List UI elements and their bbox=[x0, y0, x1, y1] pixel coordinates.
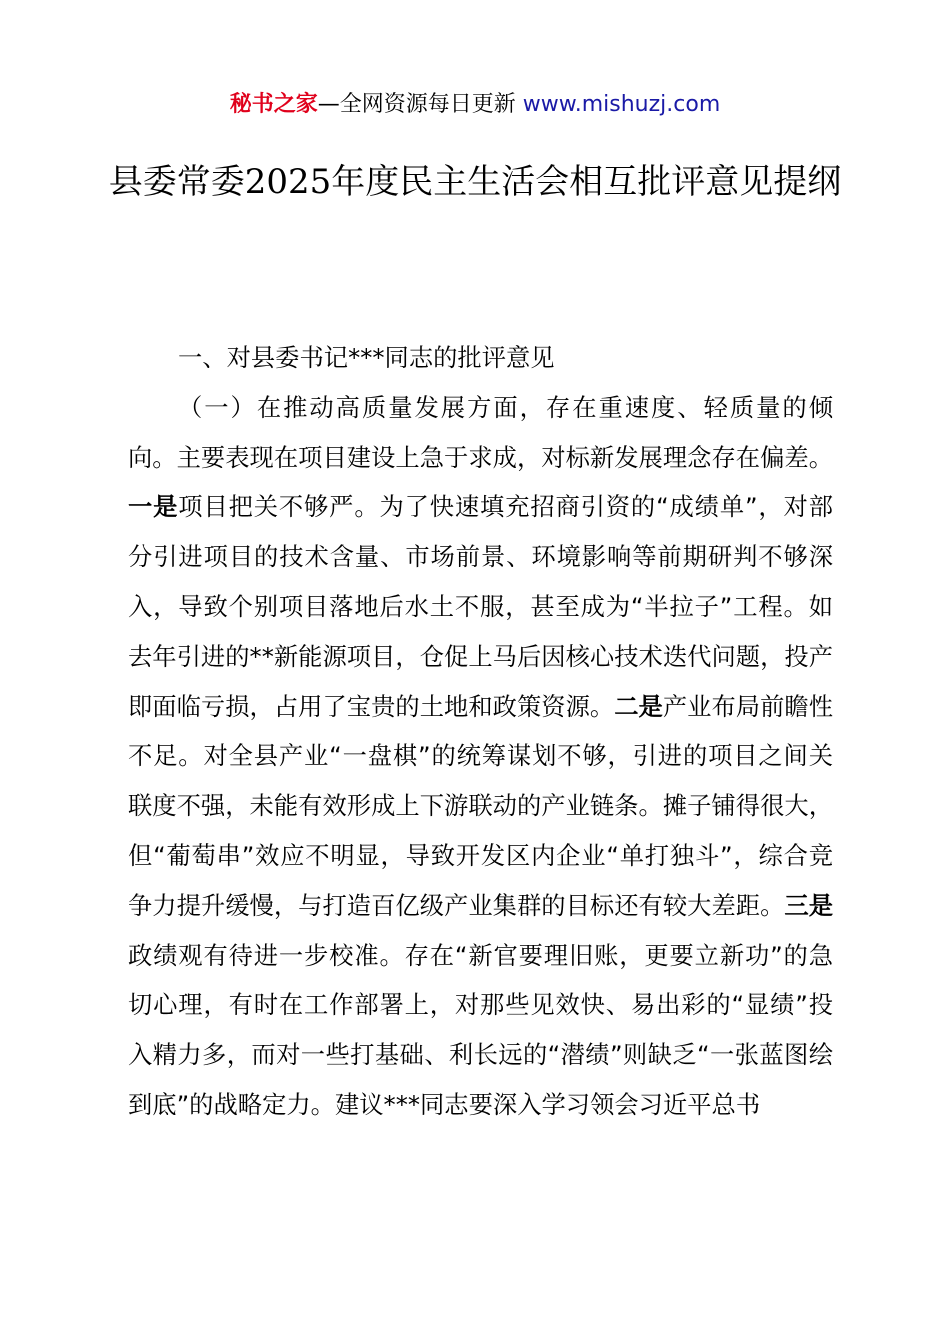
site-tagline: —全网资源每日更新 bbox=[317, 92, 523, 117]
section-heading: 一、对县委书记***同志的批评意见 bbox=[178, 343, 555, 372]
site-header bbox=[0, 88, 950, 122]
point-label-3: 三是 bbox=[784, 890, 833, 920]
paragraph-text-2: 项目把关不够严。为了快速填充招商引资的“成绩单”，对部分引进项目的技术含量、市场前景、环境影响等前期研判不够深入，导致个别项目落地后水土不服，甚至成为“半拉子”工程。如去年引进的**新能源项目，仓促上马后因核心技术迭代问题，投产即面临亏损，占用了宝贵的土地和政策资源。 bbox=[128, 492, 833, 721]
paragraph-text-3: 产业布局前瞻性不足。对全县产业“一盘棋”的统筹谋划不够，引进的项目之间关联度不强，未能有效形成上下游联动的产业链条。摊子铺得很大，但“葡萄串”效应不明显，导致开发区内企业“单打独斗”，综合竞争力提升缓慢，与打造百亿级产业集群的目标还有较大差距。 bbox=[128, 691, 834, 920]
point-label-1: 一是 bbox=[128, 492, 179, 522]
paragraph-text-4: 政绩观有待进一步校准。存在“新官要理旧账，更要立新功”的急切心理，有时在工作部署上，对那些见效快、易出彩的“显绩”投入精力多，而对一些打基础、利长远的“潜绩”则缺乏“一张蓝图绘到底”的战略定力。建议***同志要深入学习领会习近平总书 bbox=[128, 940, 834, 1119]
document-body bbox=[128, 333, 833, 1130]
document-title: 县委常委2025年度民主生活会相互批评意见提纲 bbox=[108, 162, 842, 202]
site-url-link[interactable]: www.mishuzj.com bbox=[522, 92, 721, 117]
site-brand: 秘书之家 bbox=[229, 92, 318, 117]
paragraph-text-1: （一）在推动高质量发展方面，存在重速度、轻质量的倾向。主要表现在项目建设上急于求成，对标新发展理念存在偏差。 bbox=[128, 392, 833, 472]
body-paragraph bbox=[128, 383, 833, 1130]
point-label-2: 二是 bbox=[614, 691, 663, 721]
